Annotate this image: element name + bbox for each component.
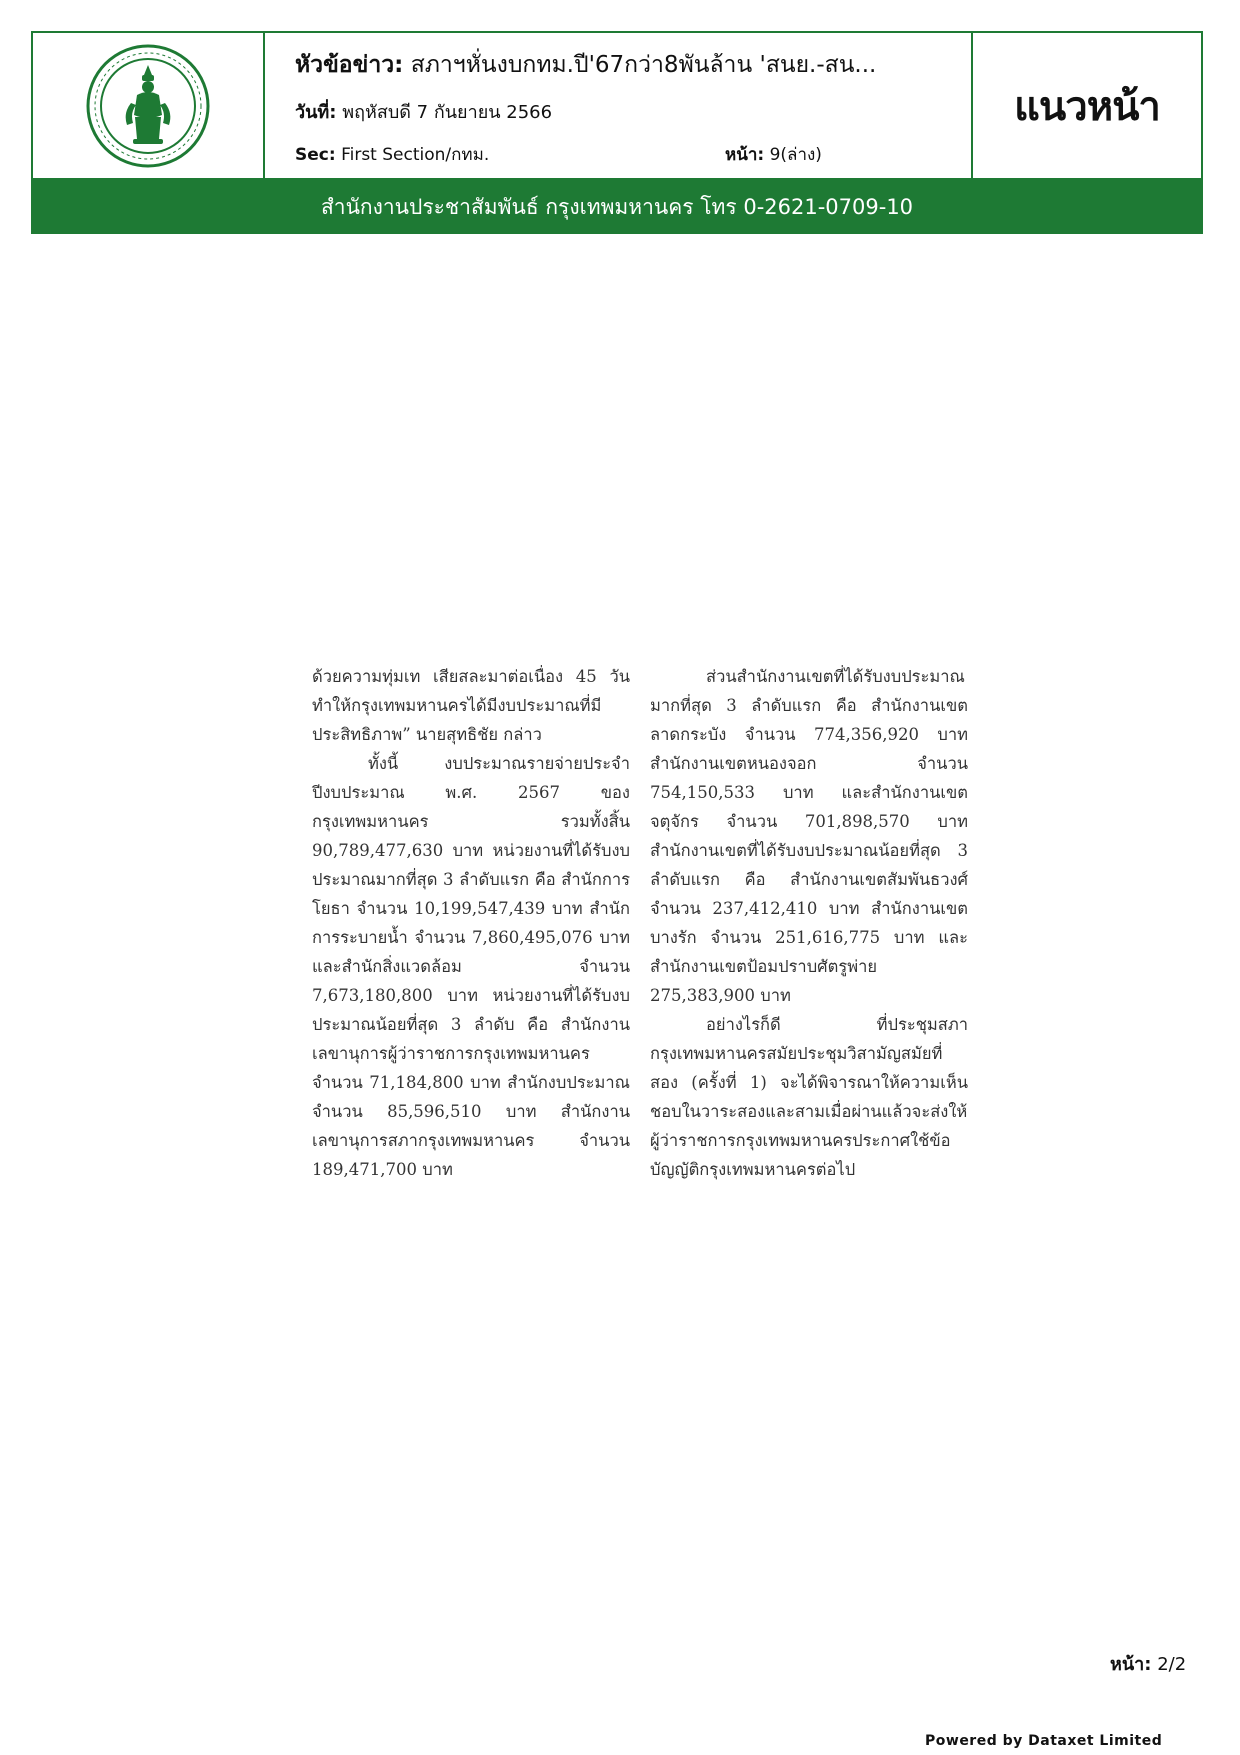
article-paragraph: ทั้งนี้ งบประมาณรายจ่ายประจำปีงบประมาณ พ.ศ. 2567 ของกรุงเทพมหานคร รวมทั้งสิ้น 90,789,477,630 บาท หน่วยงานที่ได้รับงบประมาณมากที่สุด 3 ลำดับแรก คือ สำนักการโยธา จำนวน 10,199,547,439 บาท สำนักการระบายน้ำ จำนวน 7,860,495,076 บาท และสำนักสิ่งแวดล้อม จำนวน 7,673,180,800 บาท หน่วยงานที่ได้รับงบประมาณน้อยที่สุด 3 ลำดับ คือ สำนักงานเลขานุการผู้ว่าราชการกรุงเทพมหานคร จำนวน 71,184,800 บาท สำนักงบประมาณ จำนวน 85,596,510 บาท สำนักงานเลขานุการสภากรุงเทพมหานคร จำนวน 189,471,700 บาท — [312, 754, 630, 1179]
clipping-header — [31, 31, 1203, 180]
article-column-right — [650, 662, 968, 1184]
contact-banner — [31, 180, 1203, 234]
newspaper-brand: แนวหน้า — [1014, 83, 1160, 130]
bangkok-city-seal-icon — [85, 43, 211, 169]
date-label: วันที่: — [295, 102, 337, 123]
headline-text: สภาฯหั่นงบกทม.ปี'67กว่า8พันล้าน 'สนย.-สน... — [410, 52, 877, 78]
article-paragraph: อย่างไรก็ดี ที่ประชุมสภากรุงเทพมหานครสมัยประชุมวิสามัญสมัยที่สอง (ครั้งที่ 1) จะได้พิจารณาให้ความเห็นชอบในวาระสองและสามเมื่อผ่านแล้วจะส่งให้ผู้ว่าราชการกรุงเทพมหานครประกาศใช้ข้อบัญญัติกรุงเทพมหานครต่อไป — [650, 1015, 968, 1179]
page-ref — [725, 141, 822, 168]
powered-by: Powered by Dataxet Limited — [925, 1733, 1163, 1749]
section-text: First Section/กทม. — [341, 145, 490, 165]
banner-text: สำนักงานประชาสัมพันธ์ กรุงเทพมหานคร โทร 0-2621-0709-10 — [320, 194, 914, 219]
page-text: 9(ล่าง) — [769, 145, 822, 165]
footer-page-value: 2/2 — [1157, 1654, 1187, 1675]
section-label: Sec: — [295, 145, 336, 165]
article-paragraph: ด้วยความทุ่มเท เสียสละมาต่อเนื่อง 45 วัน ทำให้กรุงเทพมหานครได้มีงบประมาณที่มีประสิทธิภาพ” นายสุทธิชัย กล่าว — [312, 667, 630, 744]
headline-label: หัวข้อข่าว: — [295, 52, 404, 78]
headline-row — [295, 47, 876, 83]
page-label: หน้า: — [725, 145, 765, 165]
logo-cell — [33, 33, 265, 178]
clipping-info — [265, 33, 973, 178]
article-column-left — [312, 662, 630, 1184]
date-text: พฤหัสบดี 7 กันยายน 2566 — [342, 102, 553, 123]
section-row — [295, 141, 489, 168]
article-clipping — [300, 662, 968, 1282]
date-row — [295, 97, 552, 126]
article-paragraph: ส่วนสำนักงานเขตที่ได้รับงบประมาณมากที่สุด 3 ลำดับแรก คือ สำนักงานเขตลาดกระบัง จำนวน 774,356,920 บาท สำนักงานเขตหนองจอก จำนวน 754,150,533 บาท และสำนักงานเขตจตุจักร จำนวน 701,898,570 บาท สำนักงานเขตที่ได้รับงบประมาณน้อยที่สุด 3 ลำดับแรก คือ สำนักงานเขตสัมพันธวงศ์ จำนวน 237,412,410 บาท สำนักงานเขตบางรัก จำนวน 251,616,775 บาท และสำนักงานเขตป้อมปราบศัตรูพ่าย 275,383,900 บาท — [650, 667, 968, 1005]
footer-page-number — [1110, 1649, 1186, 1678]
footer-page-label: หน้า: — [1110, 1654, 1152, 1675]
brand-cell — [973, 33, 1201, 178]
